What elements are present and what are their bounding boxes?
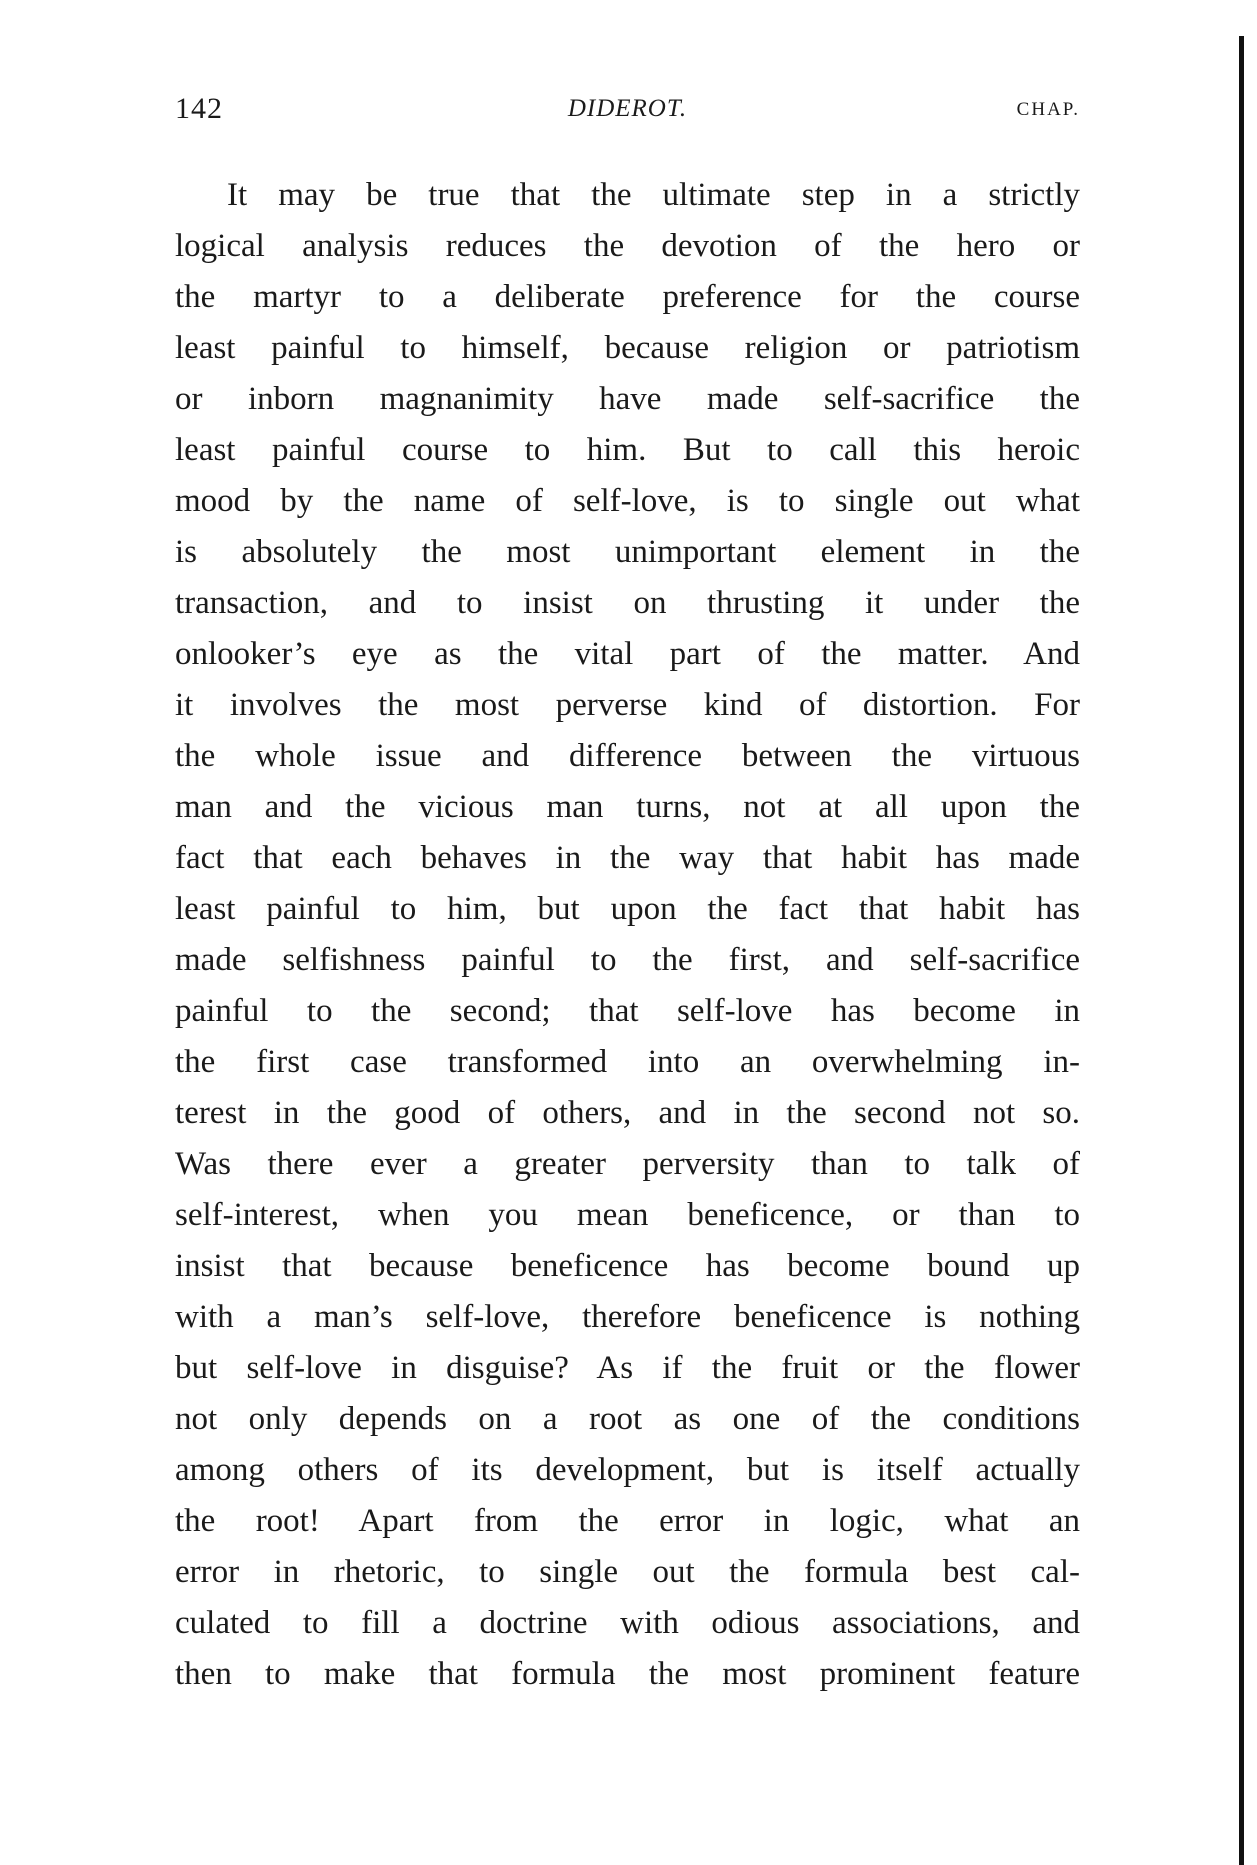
text-line: or inborn magnanimity have made self-sacrifice the xyxy=(175,381,1080,417)
text-line: terest in the good of others, and in the second not so. xyxy=(175,1095,1080,1131)
text-line: made selfishness painful to the first, and self-sacrifice xyxy=(175,942,1080,978)
text-line: least painful course to him. But to call this heroic xyxy=(175,432,1080,468)
page-number: 142 xyxy=(175,92,223,125)
text-line: it involves the most perverse kind of distortion. For xyxy=(175,687,1080,723)
text-line: least painful to him, but upon the fact that habit has xyxy=(175,891,1080,927)
text-line: man and the vicious man turns, not at all upon the xyxy=(175,789,1080,825)
running-header xyxy=(175,92,1080,136)
text-line: not only depends on a root as one of the conditions xyxy=(175,1401,1080,1437)
chapter-label: CHAP. xyxy=(1016,99,1080,120)
text-line: among others of its development, but is itself actually xyxy=(175,1452,1080,1488)
text-line: transaction, and to insist on thrusting it under the xyxy=(175,585,1080,621)
text-line: insist that because beneficence has become bound up xyxy=(175,1248,1080,1284)
text-line: but self-love in disguise? As if the fruit or the flower xyxy=(175,1350,1080,1386)
text-line: mood by the name of self-love, is to single out what xyxy=(175,483,1080,519)
text-line: the whole issue and difference between the virtuous xyxy=(175,738,1080,774)
text-line: is absolutely the most unimportant element in the xyxy=(175,534,1080,570)
text-line: culated to fill a doctrine with odious associations, and xyxy=(175,1605,1080,1641)
body-paragraph xyxy=(175,170,1080,1700)
text-line: onlooker’s eye as the vital part of the matter. And xyxy=(175,636,1080,672)
page-edge-rule xyxy=(1239,36,1244,1865)
text-line: self-interest, when you mean beneficence, or than to xyxy=(175,1197,1080,1233)
text-line: the martyr to a deliberate preference for the course xyxy=(175,279,1080,315)
text-line: the root! Apart from the error in logic, what an xyxy=(175,1503,1080,1539)
text-line: error in rhetoric, to single out the formula best cal- xyxy=(175,1554,1080,1590)
text-line: least painful to himself, because religion or patriotism xyxy=(175,330,1080,366)
text-line: painful to the second; that self-love has become in xyxy=(175,993,1080,1029)
text-line: with a man’s self-love, therefore beneficence is nothing xyxy=(175,1299,1080,1335)
running-title: DIDEROT. xyxy=(567,95,688,122)
text-line: the first case transformed into an overwhelming in- xyxy=(175,1044,1080,1080)
text-line: fact that each behaves in the way that habit has made xyxy=(175,840,1080,876)
text-line: then to make that formula the most prominent feature xyxy=(175,1656,1080,1692)
text-line: Was there ever a greater perversity than to talk of xyxy=(175,1146,1080,1182)
text-line: logical analysis reduces the devotion of the hero or xyxy=(175,228,1080,264)
text-line: It may be true that the ultimate step in a strictly xyxy=(227,177,1080,213)
